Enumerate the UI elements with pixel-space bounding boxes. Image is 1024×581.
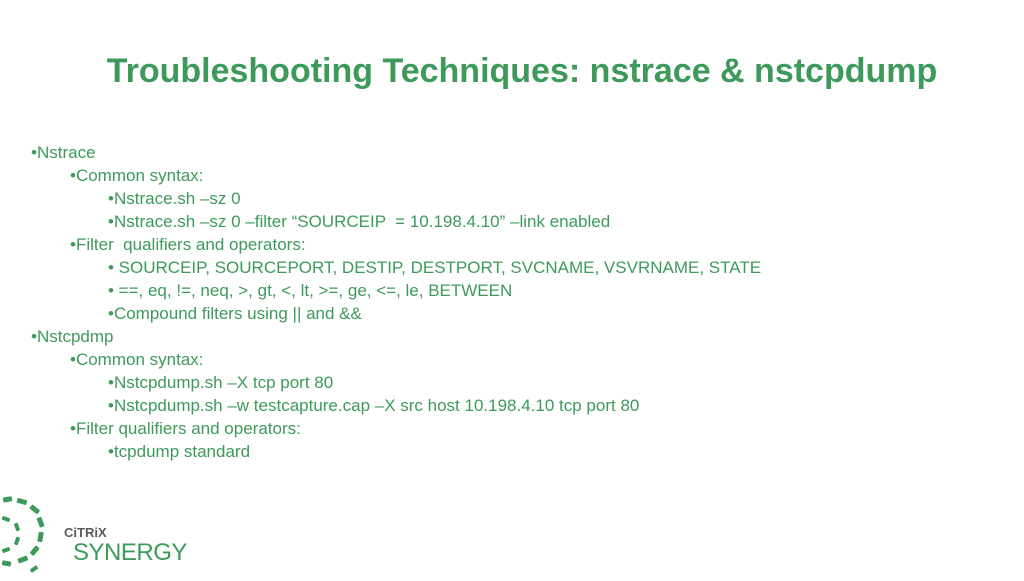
bullet-item: • SOURCEIP, SOURCEPORT, DESTIP, DESTPORT, SVCNAME, VSVRNAME, STATE [108,258,762,277]
bullet-item: •Common syntax: [70,166,204,185]
logo-brand-bottom: SYNERGY [73,539,187,566]
bullet-item: •Nstrace.sh –sz 0 [108,189,241,208]
logo-ring-icon [2,496,45,573]
bullet-item: •Nstrace.sh –sz 0 –filter “SOURCEIP = 10.198.4.10” –link enabled [108,212,611,231]
bullet-item: •Nstcpdmp [31,327,114,346]
citrix-synergy-logo [0,493,190,576]
logo-brand-top: CiTRiX [64,525,107,540]
slide-title: Troubleshooting Techniques: nstrace & nstcpdump [106,52,938,90]
bullet-item: •tcpdump standard [108,442,251,461]
bullet-item: •Common syntax: [70,350,204,369]
bullet-list [0,141,1000,463]
bullet-item: •Nstrace [31,143,96,162]
bullet-item: •Nstcpdump.sh –w testcapture.cap –X src host 10.198.4.10 tcp port 80 [108,396,640,415]
bullet-item: •Compound filters using || and && [108,304,362,323]
bullet-item: • ==, eq, !=, neq, >, gt, <, lt, >=, ge, <=, le, BETWEEN [108,281,513,300]
bullet-item: •Nstcpdump.sh –X tcp port 80 [108,373,334,392]
bullet-item: •Filter qualifiers and operators: [70,235,306,254]
bullet-item: •Filter qualifiers and operators: [70,419,301,438]
